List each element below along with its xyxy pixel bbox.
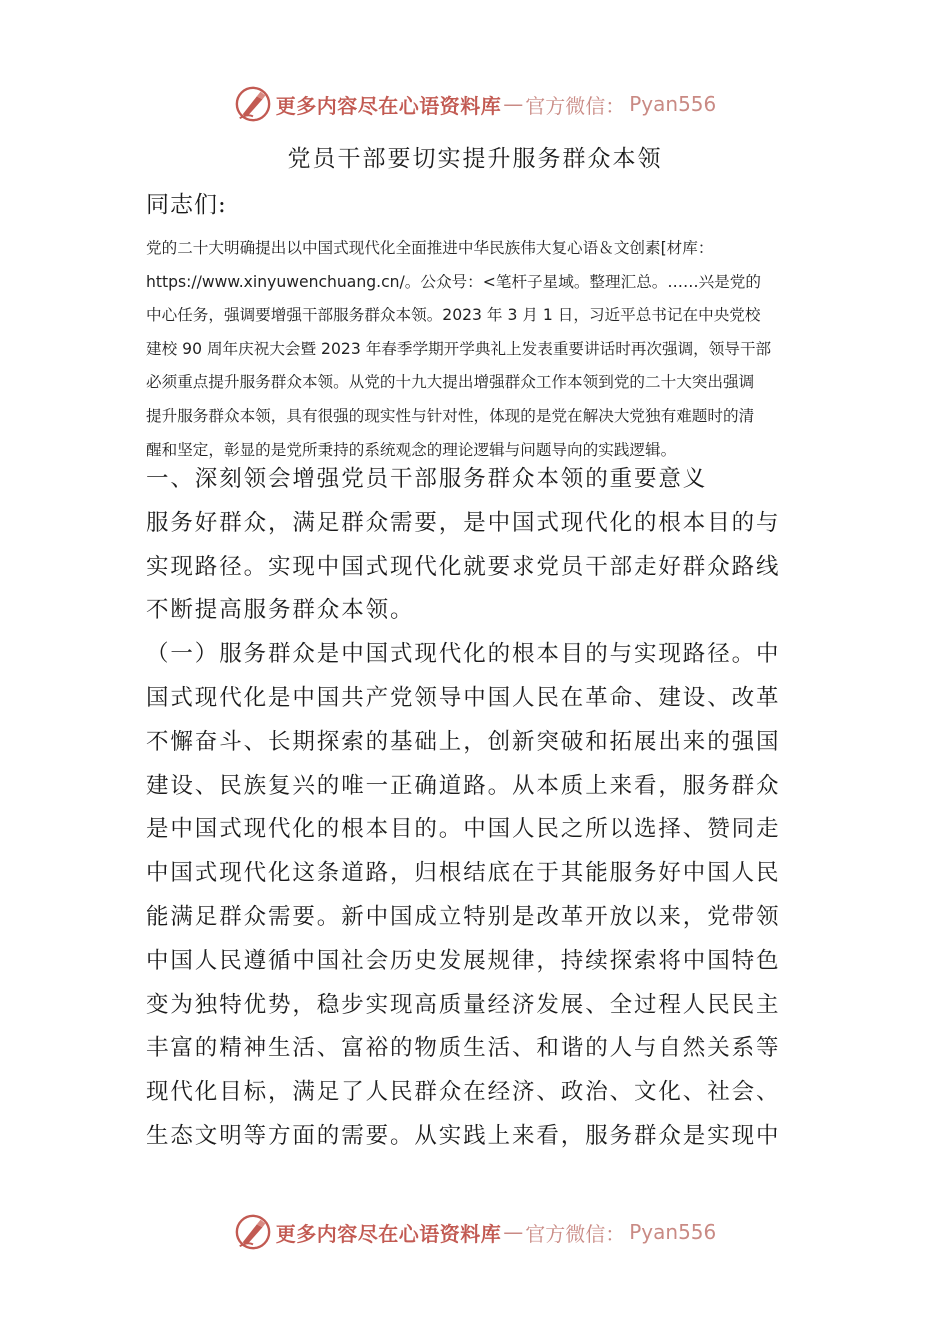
intro-line: 提升服务群众本领，具有很强的现实性与针对性，体现的是党在解决大党独有难题时的清 xyxy=(146,406,755,425)
body-line: 不懈奋斗、长期探索的基础上，创新突破和拓展出来的强国 xyxy=(146,728,781,755)
body-line: 建设、民族复兴的唯一正确道路。从本质上来看，服务群众 xyxy=(146,772,781,799)
section-heading: 一、深刻领会增强党员干部服务群众本领的重要意义 xyxy=(146,466,708,492)
body-line: 能满足群众需要。新中国成立特别是改革开放以来，党带领 xyxy=(146,903,781,930)
banner-separator: — xyxy=(503,92,524,116)
footer-banner xyxy=(0,1210,950,1254)
banner-wechat-id: Pyan556 xyxy=(629,92,717,116)
banner-wechat-id: Pyan556 xyxy=(629,1220,717,1244)
body-line: 国式现代化是中国共产党领导中国人民在革命、建设、改革 xyxy=(146,684,781,711)
banner-wechat-label: 官方微信： xyxy=(525,1221,626,1246)
banner-separator: — xyxy=(503,1220,524,1244)
header-banner xyxy=(0,82,950,126)
body-line: 中国人民遵循中国社会历史发展规律，持续探索将中国特色 xyxy=(146,947,781,974)
pen-nib-logo-icon xyxy=(234,1213,272,1251)
intro-line: 党的二十大明确提出以中国式现代化全面推进中华民族伟大复心语＆文创素[材库： xyxy=(146,239,714,257)
pen-nib-logo-icon xyxy=(234,85,272,123)
salutation: 同志们: xyxy=(146,192,227,218)
body-line: 生态文明等方面的需要。从实践上来看，服务群众是实现中 xyxy=(146,1122,781,1149)
subsection-line: （一）服务群众是中国式现代化的根本目的与实现路径。中 xyxy=(146,641,781,668)
intro-line: 醒和坚定，彰显的是党所秉持的系统观念的理论逻辑与问题导向的实践逻辑。 xyxy=(146,440,677,459)
banner-slogan: 更多内容尽在心语资料库 xyxy=(275,93,502,118)
body-text xyxy=(146,458,816,1159)
body-line: 是中国式现代化的根本目的。中国人民之所以选择、赞同走 xyxy=(146,816,781,843)
banner-wechat-label: 官方微信： xyxy=(525,93,626,118)
body-line: 丰富的精神生活、富裕的物质生活、和谐的人与自然关系等 xyxy=(146,1035,781,1062)
body-line: 实现路径。实现中国式现代化就要求党员干部走好群众路线 xyxy=(146,553,781,580)
intro-line: 必须重点提升服务群众本领。从党的十九大提出增强群众工作本领到党的二十大突出强调 xyxy=(146,373,755,392)
body-line: 现代化目标，满足了人民群众在经济、政治、文化、社会、 xyxy=(146,1079,781,1106)
banner-slogan: 更多内容尽在心语资料库 xyxy=(275,1221,502,1246)
intro-line: https://www.xinyuwenchuang.cn/。公众号：<笔杆子星域。整理汇总。……兴是党的 xyxy=(146,272,761,291)
page-title: 党员干部要切实提升服务群众本领 xyxy=(287,146,663,172)
body-line: 不断提高服务群众本领。 xyxy=(146,597,415,624)
intro-line: 中心任务，强调要增强干部服务群众本领。2023 年 3 月 1 日，习近平总书记在中央党校 xyxy=(146,306,761,325)
body-line: 服务好群众，满足群众需要，是中国式现代化的根本目的与 xyxy=(146,509,781,536)
body-line: 中国式现代化这条道路，归根结底在于其能服务好中国人民 xyxy=(146,860,781,887)
intro-line: 建校 90 周年庆祝大会暨 2023 年春季学期开学典礼上发表重要讲话时再次强调，领导干部 xyxy=(146,339,772,358)
body-line: 变为独特优势，稳步实现高质量经济发展、全过程人民民主 xyxy=(146,991,781,1018)
intro-paragraph xyxy=(146,232,816,467)
